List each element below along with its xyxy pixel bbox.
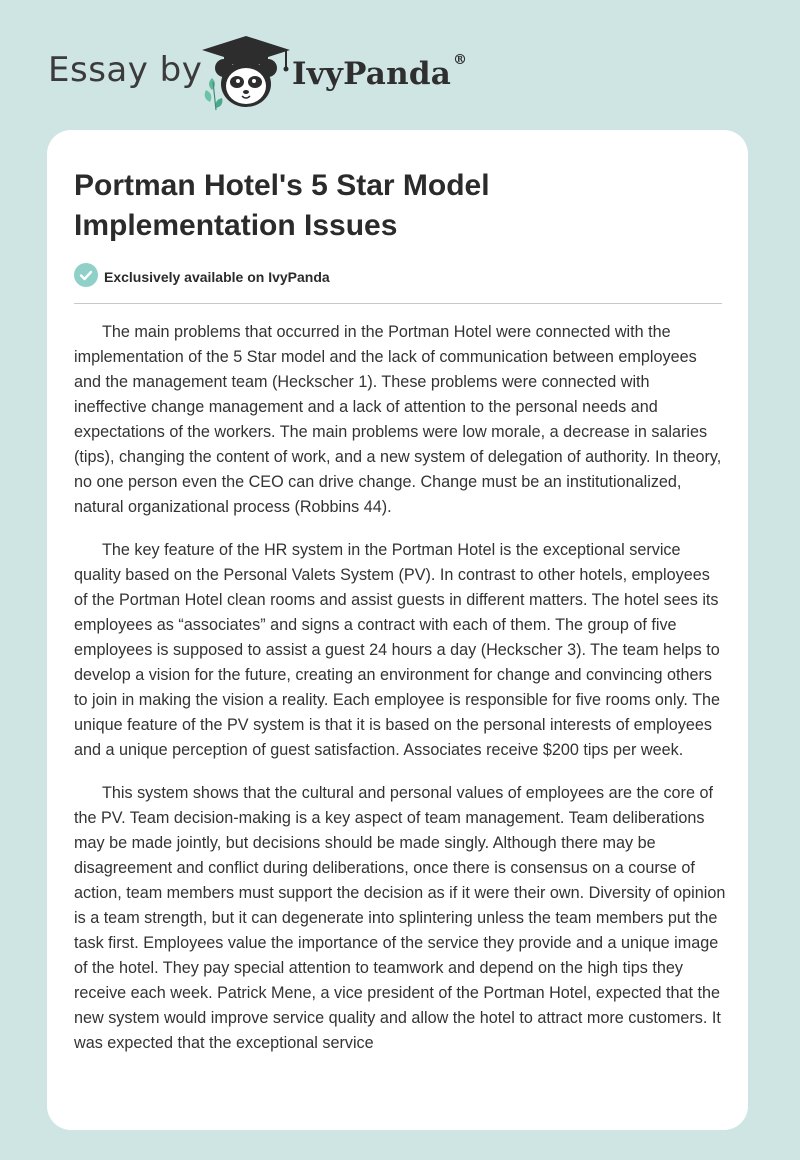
essay-body bbox=[74, 320, 726, 1110]
brand-prefix: Essay by bbox=[48, 50, 203, 90]
panda-logo-icon[interactable] bbox=[198, 34, 294, 112]
page-title: Portman Hotel's 5 Star Model Implementation Issues bbox=[74, 169, 490, 242]
exclusive-badge-label: Exclusively available on IvyPanda bbox=[104, 269, 330, 285]
paragraph-2: The key feature of the HR system in the Portman Hotel is the exceptional service quality based on the Personal Valets System (PV). In contrast to other hotels, employees of the Portman Hotel clean rooms and assist guests in different matters. The hotel sees its employees as “associates” and signs a contract with each of them. The group of five employees is supposed to assist a guest 24 hours a day (Heckscher 3). The team helps to develop a vision for the future, creating an environment for change and convincing others to join in making the vision a reality. Each employee is responsible for five rooms only. The unique feature of the PV system is that it is based on the personal interests of employees and a unique perception of guest satisfaction. Associates receive $200 tips per week. bbox=[74, 541, 721, 759]
site-header bbox=[0, 0, 800, 120]
brand-name-text: IvyPanda bbox=[292, 56, 451, 92]
registered-mark: ® bbox=[453, 52, 468, 68]
paragraph-1: The main problems that occurred in the Portman Hotel were connected with the implementation of the 5 Star model and the lack of communication between employees and the management team (Heckscher 1). These problems were connected with ineffective change management and a lack of attention to the personal needs and expectations of the workers. The main problems were low morale, a decrease in salaries (tips), changing the content of work, and a new system of delegation of authority. In theory, no one person even the CEO can drive change. Change must be an institutionalized, natural organizational process (Robbins 44). bbox=[74, 323, 722, 516]
paragraph-3: This system shows that the cultural and personal values of employees are the core of the PV. Team decision-making is a key aspect of team management. Team deliberations may be made jointly, but decisions should be made singly. Although there may be disagreement and conflict during deliberations, once there is consensus on a course of action, team members must support the decision as if it were their own. Diversity of opinion is a team strength, but it can degenerate into splintering unless the team members put the task first. Employees value the importance of the service they provide and a unique image of the hotel. They pay special attention to teamwork and depend on the high tips they receive each week. Patrick Mene, a vice president of the Portman Hotel, expected that the new system would improve service quality and allow the hotel to attract more customers. It was expected that the exceptional service bbox=[74, 784, 726, 1052]
divider bbox=[74, 303, 722, 304]
brand-name[interactable] bbox=[292, 52, 468, 92]
article-card bbox=[47, 130, 748, 1130]
checkmark-circle-icon bbox=[74, 263, 98, 287]
